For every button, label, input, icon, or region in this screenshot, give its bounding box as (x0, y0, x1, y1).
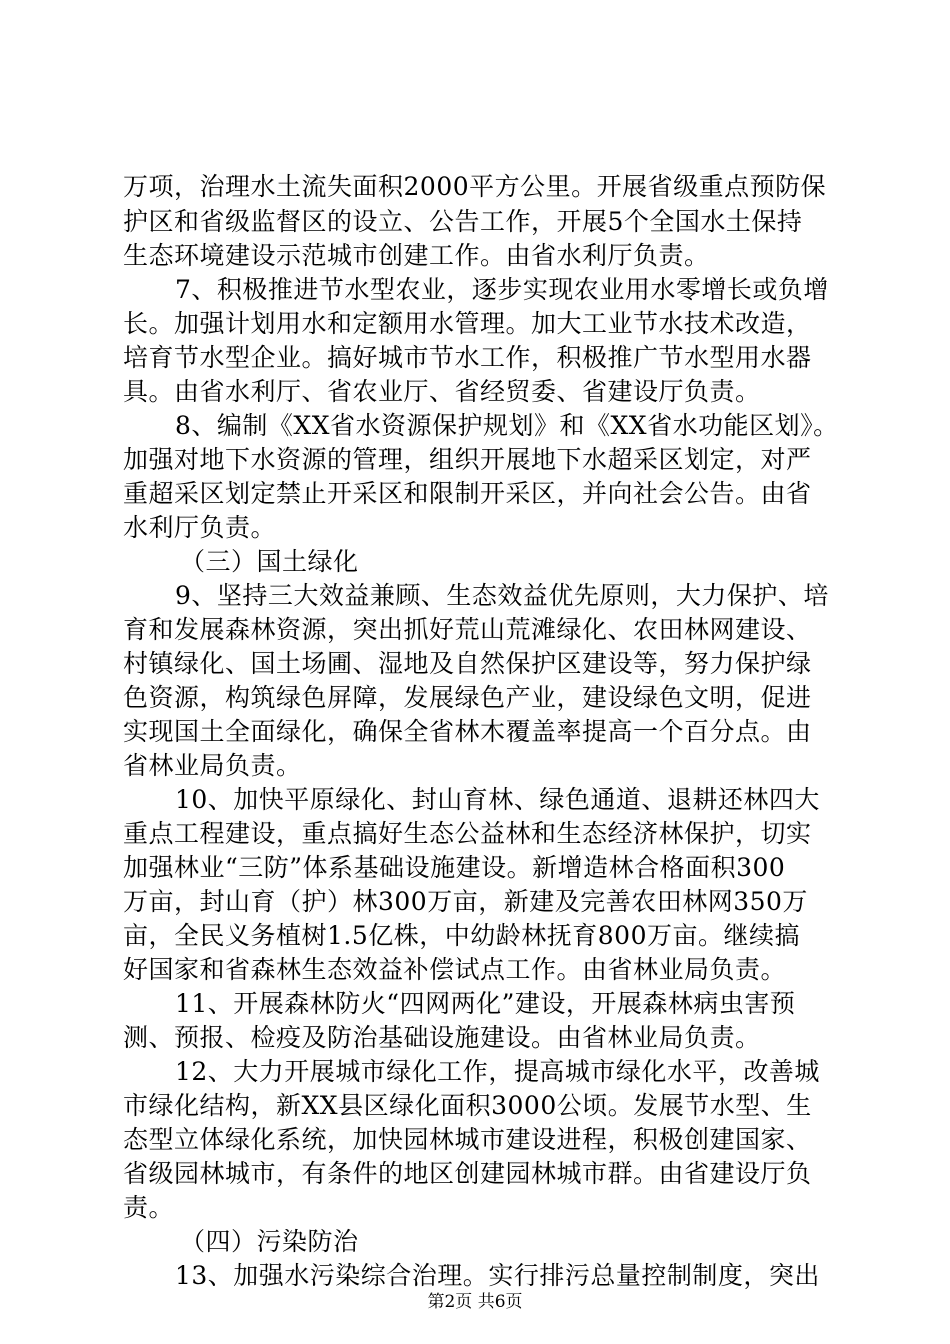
text-line: 万亩，封山育（护）林300万亩，新建及完善农田林网350万 (123, 887, 808, 916)
text-line: 育和发展森林资源，突出抓好荒山荒滩绿化、农田林网建设、 (123, 615, 812, 644)
text-line: 长。加强计划用水和定额用水管理。加大工业节水技术改造， (123, 309, 812, 338)
text-line: 省级园林城市，有条件的地区创建园林城市群。由省建设厅负 (123, 1159, 812, 1188)
text-line: 重超采区划定禁止开采区和限制开采区，并向社会公告。由省 (123, 479, 812, 508)
text-line: 市绿化结构，新XX县区绿化面积3000公顷。发展节水型、生 (123, 1091, 812, 1120)
text-line: 加强对地下水资源的管理，组织开展地下水超采区划定，对严 (123, 445, 812, 474)
section-heading-3: （三）国土绿化 (180, 547, 359, 576)
paragraph-start-10: 10、加快平原绿化、封山育林、绿色通道、退耕还林四大 (175, 785, 820, 814)
text-line: 加强林业“三防”体系基础设施建设。新增造林合格面积300 (123, 853, 786, 882)
paragraph-start-9: 9、坚持三大效益兼顾、生态效益优先原则，大力保护、培 (175, 581, 829, 610)
text-line: 好国家和省森林生态效益补偿试点工作。由省林业局负责。 (123, 955, 787, 984)
paragraph-start-8: 8、编制《XX省水资源保护规划》和《XX省水功能区划》。 (175, 411, 839, 440)
paragraph-start-11: 11、开展森林防火“四网两化”建设，开展森林病虫害预 (175, 989, 796, 1018)
text-line: 实现国土全面绿化，确保全省林木覆盖率提高一个百分点。由 (123, 717, 812, 746)
text-line: 测、预报、检疫及防治基础设施建设。由省林业局负责。 (123, 1023, 761, 1052)
text-line: 省林业局负责。 (123, 751, 302, 780)
page-number-footer: 第2页 共6页 (427, 1292, 523, 1312)
text-line: 护区和省级监督区的设立、公告工作，开展5个全国水土保持 (123, 207, 803, 236)
text-line: 重点工程建设，重点搞好生态公益林和生态经济林保护，切实 (123, 819, 812, 848)
text-line: 万项，治理水土流失面积2000平方公里。开展省级重点预防保 (123, 172, 827, 201)
text-line: 生态环境建设示范城市创建工作。由省水利厅负责。 (123, 241, 710, 270)
section-heading-4: （四）污染防治 (180, 1227, 359, 1256)
text-line: 态型立体绿化系统，加快园林城市建设进程，积极创建国家、 (123, 1125, 812, 1154)
text-line: 具。由省水利厅、省农业厅、省经贸委、省建设厅负责。 (123, 377, 761, 406)
text-line: 培育节水型企业。搞好城市节水工作，积极推广节水型用水器 (123, 343, 812, 372)
text-line: 责。 (123, 1193, 175, 1222)
paragraph-start-12: 12、大力开展城市绿化工作，提高城市绿化水平，改善城 (175, 1057, 820, 1086)
text-line: 色资源，构筑绿色屏障，发展绿色产业，建设绿色文明，促进 (123, 683, 812, 712)
text-line: 水利厅负责。 (123, 513, 277, 542)
paragraph-start-7: 7、积极推进节水型农业，逐步实现农业用水零增长或负增 (175, 275, 829, 304)
paragraph-start-13: 13、加强水污染综合治理。实行排污总量控制制度，突出 (175, 1261, 820, 1290)
text-line: 亩，全民义务植树1.5亿株，中幼龄林抚育800万亩。继续搞 (123, 921, 800, 950)
text-line: 村镇绿化、国土场圃、湿地及自然保护区建设等，努力保护绿 (123, 649, 812, 678)
